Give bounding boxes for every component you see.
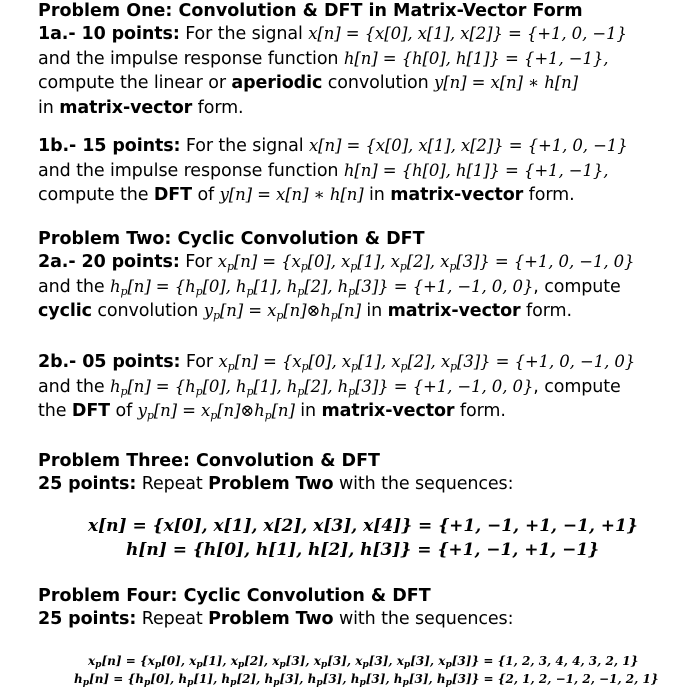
impulse-h-equation: h[n] = {h[0], h[1]} = {+1, −1}, bbox=[343, 160, 609, 180]
signal-x-equation: x[n] = {x[0], x[1], x[2]} = {+1, 0, −1} bbox=[308, 24, 627, 43]
text-span: , compute bbox=[533, 276, 621, 297]
problem-2a-label: 2a.- 20 points: bbox=[38, 252, 180, 272]
signal-x-equation: x[n] = {x[0], x[1], x[2]} = {+1, 0, −1} bbox=[308, 136, 628, 155]
cyclic-y-equation: $y_p[n]$ = $x_p[n]\otimes h_p[n]$ bbox=[137, 401, 295, 422]
problem-1a-line2 bbox=[38, 47, 668, 72]
cyclic-h-equation: $h_p[n] = \{h_p[0]$, $h_p[1]$, $h_p[2]$, $h_p[3]\} = \{+1$, −1, 0, 0} bbox=[109, 276, 534, 298]
problem-two bbox=[38, 228, 668, 250]
text-span: with the sequences: bbox=[333, 474, 514, 494]
problem-1b bbox=[38, 134, 668, 208]
bold-term: matrix-vector bbox=[390, 185, 524, 205]
problem-four bbox=[38, 585, 668, 632]
text-span: with the sequences: bbox=[333, 609, 514, 629]
text-span: in bbox=[294, 401, 322, 421]
problem-2b-line1 bbox=[38, 350, 668, 375]
problem-1a bbox=[38, 22, 668, 120]
bold-term: aperiodic bbox=[231, 73, 323, 93]
problem-three-equation-x: x[n] = {x[0], x[1], x[2], x[3], x[4]} = {+1, −1, +1, −1, +1} bbox=[88, 516, 638, 536]
problem-1a-line3 bbox=[38, 71, 668, 96]
bold-term: Problem Two bbox=[208, 609, 334, 629]
cyclic-y-equation: $y_p[n]$ = $x_p[n]\otimes h_p[n]$ bbox=[203, 301, 361, 322]
problem-four-title: Problem Four: Cyclic Convolution & DFT bbox=[38, 586, 431, 606]
text-span: For bbox=[180, 352, 219, 372]
problem-one bbox=[38, 0, 668, 22]
problem-2b-line3 bbox=[38, 399, 668, 424]
text-span: For the signal bbox=[180, 136, 309, 156]
text-span: convolution bbox=[322, 73, 435, 93]
problem-three-line1 bbox=[38, 472, 668, 497]
text-span: the bbox=[38, 401, 72, 421]
problem-two-title: Problem Two: Cyclic Convolution & DFT bbox=[38, 229, 425, 249]
text-span: and the impulse response function bbox=[38, 160, 344, 181]
text-span: and the bbox=[38, 276, 110, 297]
problem-2b-line2 bbox=[38, 375, 668, 400]
text-span: Repeat bbox=[136, 474, 209, 494]
bold-term: matrix-vector bbox=[59, 97, 193, 118]
convolution-y-equation: y[n] = x[n] ∗ h[n] bbox=[434, 73, 579, 92]
problem-four-equation-h: $h_p[n] = \{h_p[0]$, $h_p[1]$, $h_p[2]$, $h_p[3]$, $h_p[3]$, $h_p[3]$, $h_p[3]$, $h_p[3]\} = \{2$, 1, 2, −1, 2, −1, 2, 1} bbox=[74, 672, 659, 688]
text-span: Repeat bbox=[136, 609, 209, 629]
text-span: For the signal bbox=[179, 24, 309, 44]
text-span: in bbox=[363, 185, 391, 205]
problem-1b-line1 bbox=[38, 134, 668, 159]
problem-three-label: 25 points: bbox=[38, 474, 137, 494]
problem-1b-label: 1b.- 15 points: bbox=[38, 136, 181, 156]
problem-four-label: 25 points: bbox=[38, 609, 137, 629]
bold-term: DFT bbox=[71, 401, 111, 421]
text-span: of bbox=[191, 185, 220, 205]
problem-2b-label: 2b.- 05 points: bbox=[38, 352, 181, 372]
problem-three-title: Problem Three: Convolution & DFT bbox=[38, 451, 380, 471]
cyclic-x-equation: $x_p[n] = \{x_p[0]$, $x_p[1]$, $x_p[2]$, $x_p[3]\} = \{+1$, 0, −1, 0} bbox=[218, 352, 636, 373]
cyclic-x-equation: $x_p[n] = \{x_p[0]$, $x_p[1]$, $x_p[2]$, $x_p[3]\} = \{+1$, 0, −1, 0} bbox=[217, 252, 635, 273]
text-span: in bbox=[360, 301, 388, 321]
text-span: of bbox=[110, 401, 138, 421]
problem-1a-line4 bbox=[38, 96, 668, 121]
problem-one-title: Problem One: Convolution & DFT in Matrix-Vector Form bbox=[38, 1, 583, 21]
text-span: compute the bbox=[38, 185, 154, 205]
problem-2a-line1 bbox=[38, 250, 668, 275]
problem-1b-line2 bbox=[38, 159, 668, 184]
text-span: and the bbox=[38, 376, 110, 397]
text-span: convolution bbox=[91, 301, 204, 321]
convolution-y-equation: y[n] = x[n] ∗ h[n] bbox=[219, 185, 364, 204]
problem-2a bbox=[38, 250, 668, 324]
text-span: form. bbox=[523, 185, 575, 205]
bold-term: matrix-vector bbox=[321, 401, 455, 421]
bold-term: cyclic bbox=[38, 301, 92, 321]
text-span: compute the linear or bbox=[38, 73, 232, 93]
problem-2a-line3 bbox=[38, 299, 668, 324]
bold-term: matrix-vector bbox=[387, 301, 521, 321]
problem-1b-line3 bbox=[38, 183, 668, 208]
text-span: form. bbox=[520, 301, 572, 321]
text-span: , compute bbox=[533, 376, 621, 397]
problem-three-equation-h: h[n] = {h[0], h[1], h[2], h[3]} = {+1, −1, +1, −1} bbox=[126, 540, 600, 560]
problem-four-line1 bbox=[38, 607, 668, 632]
problem-three bbox=[38, 450, 668, 497]
bold-term: Problem Two bbox=[208, 474, 334, 494]
text-span: and the impulse response function bbox=[38, 48, 344, 69]
cyclic-h-equation: $h_p[n] = \{h_p[0]$, $h_p[1]$, $h_p[2]$, $h_p[3]\} = \{+1$, −1, 0, 0} bbox=[109, 376, 534, 398]
problem-1a-label: 1a.- 10 points: bbox=[38, 24, 180, 44]
problem-four-equation-x: $x_p[n] = \{x_p[0]$, $x_p[1]$, $x_p[2]$, $x_p[3]$, $x_p[3]$, $x_p[3]$, $x_p[3]$, $x_p[3]\} = \{1$, 2, 3, 4, 4, 3, 2, 1} bbox=[88, 654, 639, 670]
text-span: form. bbox=[454, 401, 506, 421]
text-span: in bbox=[38, 97, 60, 118]
problem-2a-line2 bbox=[38, 275, 668, 300]
impulse-h-equation: h[n] = {h[0], h[1]} = {+1, −1}, bbox=[343, 48, 609, 68]
text-span: form. bbox=[192, 97, 244, 118]
problem-2b bbox=[38, 350, 668, 424]
text-span: For bbox=[179, 252, 218, 272]
bold-term: DFT bbox=[153, 185, 192, 205]
problem-1a-line1 bbox=[38, 22, 668, 47]
